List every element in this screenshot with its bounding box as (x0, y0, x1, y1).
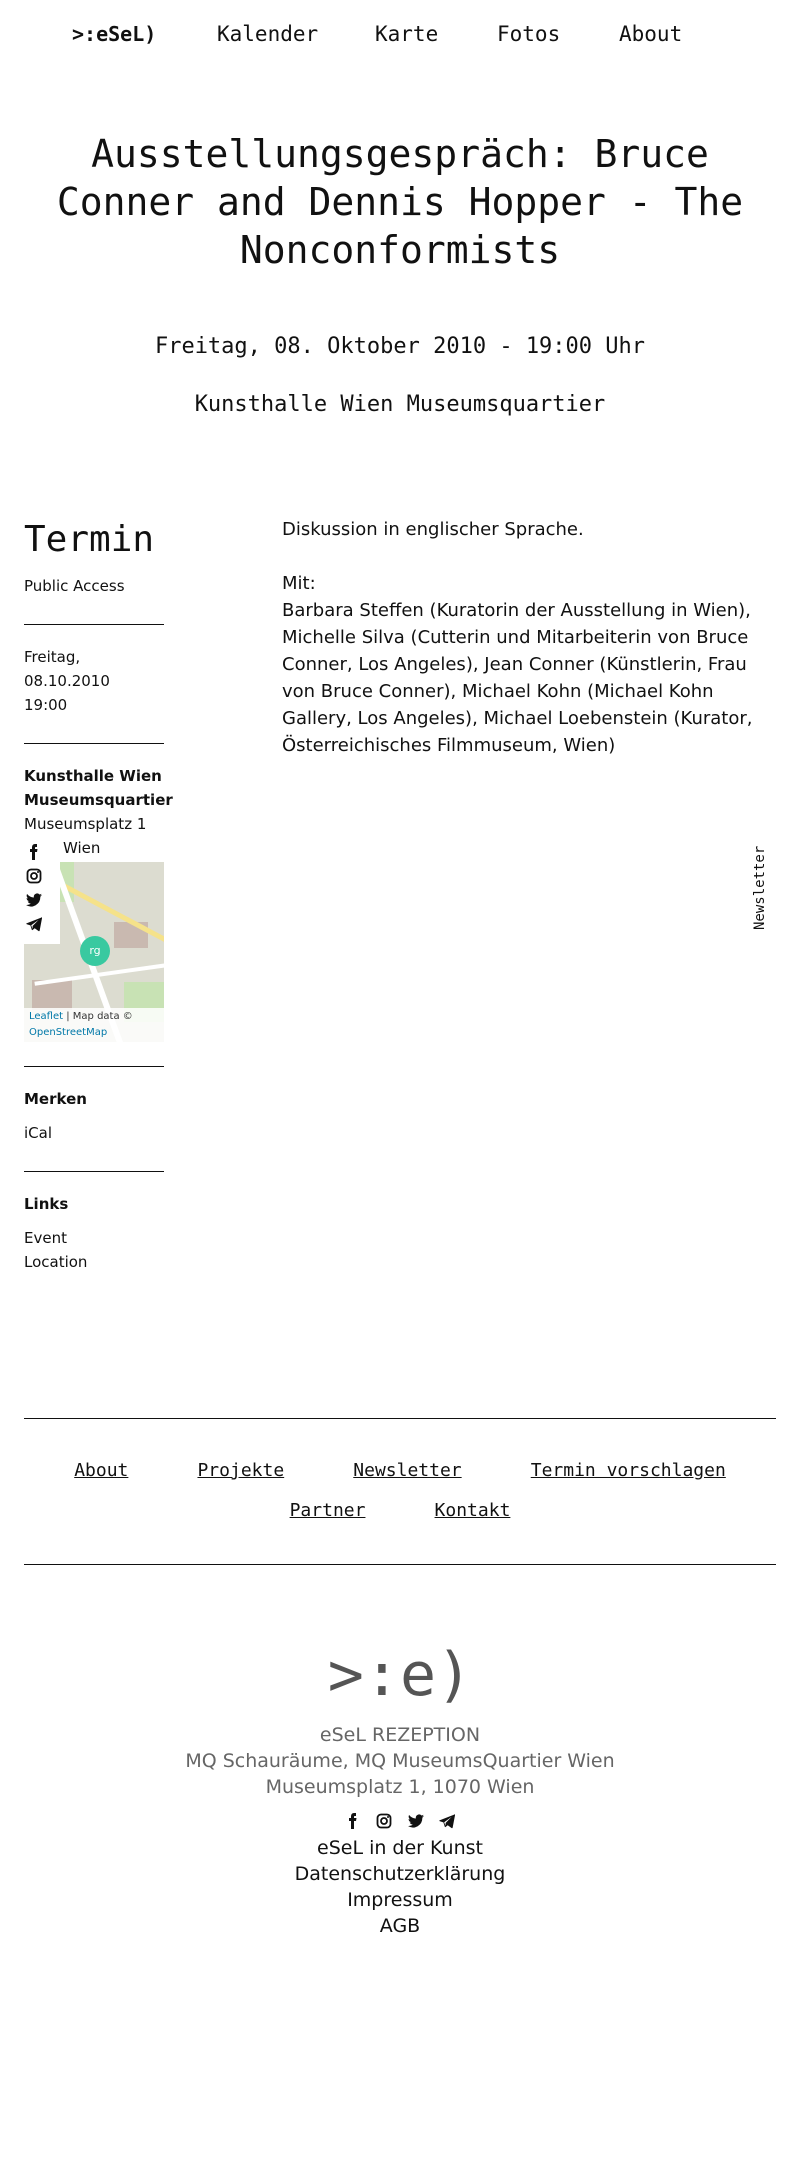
event-title: Ausstellungsgespräch: Bruce Conner and Dennis Hopper - The Nonconformists (56, 132, 744, 272)
address-street: Museumsplatz 1 (24, 815, 147, 833)
footer-partner-link[interactable]: Partner (289, 1500, 366, 1521)
footer-logo[interactable]: >:e) (327, 1640, 473, 1710)
footer-datenschutz-link[interactable]: Datenschutzerklärung (294, 1863, 506, 1885)
event-date-short: Freitag, 08.10.2010 (24, 648, 110, 690)
footer-links-row-1 (24, 1460, 776, 1481)
event-description (282, 516, 762, 759)
mit-label: Mit: (282, 573, 316, 594)
facebook-icon[interactable] (26, 844, 42, 860)
map-marker[interactable]: rg (80, 936, 110, 966)
nav-kalender[interactable]: Kalender (217, 22, 319, 46)
footer-esel-in-der-kunst-link[interactable]: eSeL in der Kunst (317, 1837, 483, 1859)
access-label: Public Access (24, 577, 125, 595)
instagram-icon[interactable] (26, 868, 42, 884)
event-header (30, 130, 770, 417)
footer-kontakt-link[interactable]: Kontakt (434, 1500, 511, 1521)
divider (24, 1171, 164, 1172)
map-attribution (24, 1008, 164, 1042)
nav-about[interactable]: About (619, 22, 683, 46)
event-venue: Kunsthalle Wien Museumsquartier (194, 392, 606, 417)
social-rail (16, 836, 60, 944)
merken-heading: Merken (24, 1090, 87, 1108)
footer-divider (24, 1418, 776, 1419)
footer-newsletter-link[interactable]: Newsletter (353, 1460, 462, 1481)
divider (24, 1066, 164, 1067)
org-address: Museumsplatz 1, 1070 Wien (265, 1776, 535, 1798)
links-heading: Links (24, 1195, 69, 1213)
twitter-icon[interactable] (26, 892, 42, 908)
instagram-icon[interactable] (376, 1813, 392, 1829)
map-data-text: | Map data © (63, 1011, 133, 1022)
event-date: Freitag, 08. Oktober 2010 - 19:00 Uhr (154, 334, 646, 359)
newsletter-tab[interactable]: Newsletter (752, 845, 768, 930)
language-note: Diskussion in englischer Sprache. (282, 519, 584, 540)
org-name: eSeL REZEPTION (319, 1724, 481, 1746)
footer-divider (24, 1564, 776, 1565)
telegram-icon[interactable] (439, 1813, 455, 1829)
event-time: 19:00 (24, 696, 68, 714)
footer-info (100, 1640, 700, 1939)
sidebar-heading: Termin (24, 519, 155, 560)
location-link[interactable]: Location (24, 1253, 88, 1271)
twitter-icon[interactable] (408, 1813, 424, 1829)
footer-impressum-link[interactable]: Impressum (347, 1889, 453, 1911)
nav-fotos[interactable]: Fotos (497, 22, 561, 46)
footer-termin-vorschlagen-link[interactable]: Termin vorschlagen (530, 1460, 726, 1481)
event-link[interactable]: Event (24, 1229, 67, 1247)
facebook-icon[interactable] (345, 1813, 361, 1829)
openstreetmap-link[interactable]: OpenStreetMap (29, 1027, 108, 1038)
ical-link[interactable]: iCal (24, 1124, 53, 1142)
divider (24, 743, 164, 744)
footer-about-link[interactable]: About (74, 1460, 129, 1481)
site-logo[interactable]: >:eSeL) (72, 22, 157, 46)
participants-text: Barbara Steffen (Kuratorin der Ausstellung in Wien), Michelle Silva (Cutterin und Mitarbeiterin von Bruce Conner, Los Angeles), Jean Conner (Künstlerin, Frau von Bruce Conner), Michael Kohn (Michael Kohn Gallery, Los Angeles), Michael Loebenstein (Kurator, Österreichisches Filmmuseum, Wien) (282, 600, 753, 756)
nav-karte[interactable]: Karte (375, 22, 439, 46)
divider (24, 624, 164, 625)
top-navigation (0, 22, 800, 52)
footer-links-row-2 (24, 1500, 776, 1521)
location-name[interactable]: Kunsthalle Wien Museumsquartier (24, 767, 173, 809)
address-city: Wien (63, 839, 101, 857)
org-place: MQ Schauräume, MQ MuseumsQuartier Wien (185, 1750, 615, 1772)
footer-agb-link[interactable]: AGB (379, 1915, 421, 1937)
footer-projekte-link[interactable]: Projekte (197, 1460, 285, 1481)
footer-social-icons (100, 1810, 700, 1829)
telegram-icon[interactable] (26, 916, 42, 932)
leaflet-link[interactable]: Leaflet (29, 1011, 64, 1022)
